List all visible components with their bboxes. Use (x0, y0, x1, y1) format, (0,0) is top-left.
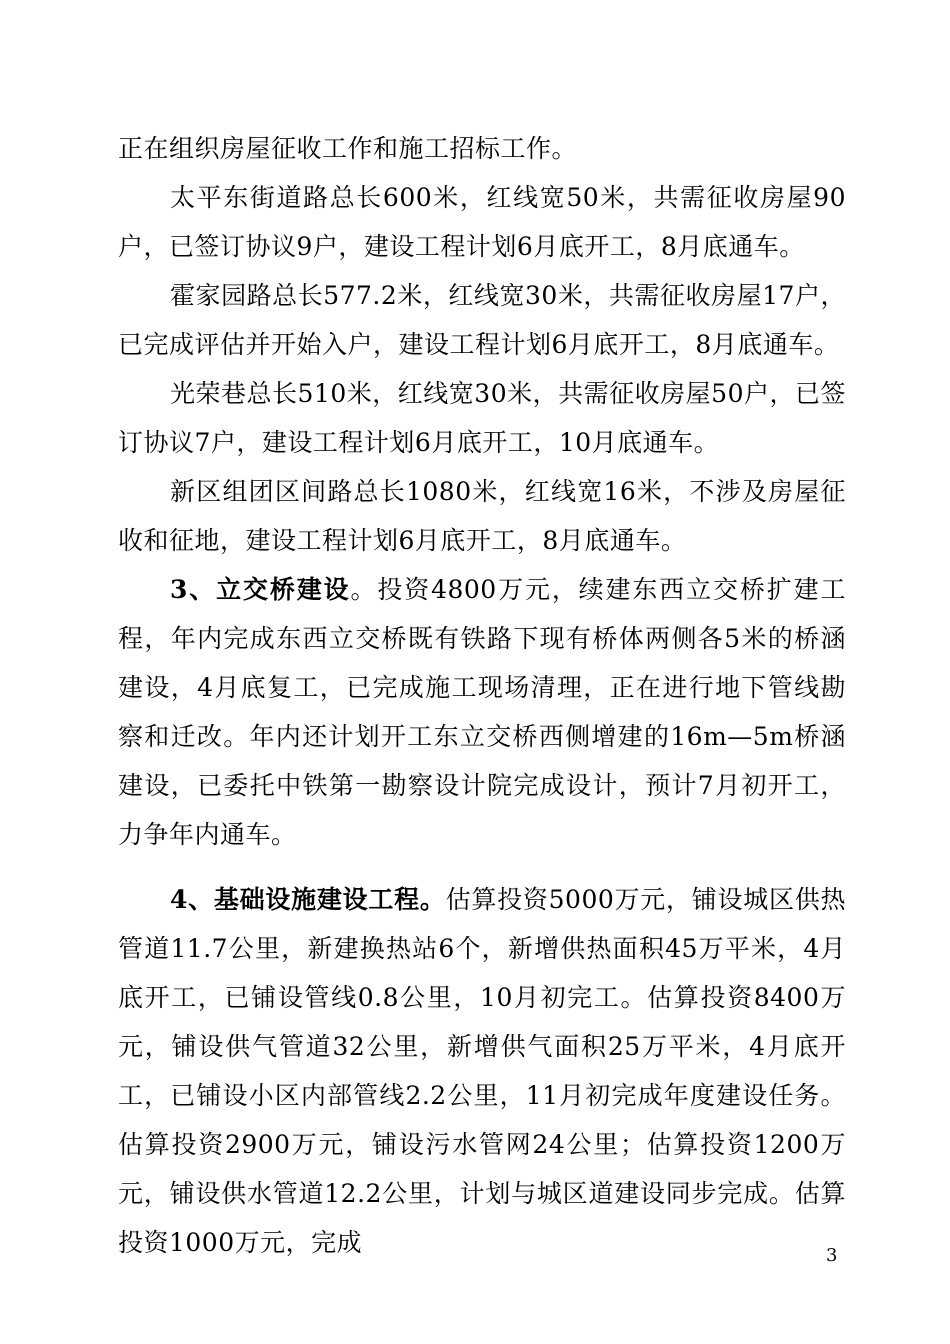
paragraph-new-district-road: 新区组团区间路总长1080米，红线宽16米，不涉及房屋征收和征地，建设工程计划6月底开工，8月底通车。 (118, 477, 846, 555)
section-heading-interchange: 3、立交桥建设 (170, 575, 351, 604)
section-text-interchange: 。投资4800万元，续建东西立交桥扩建工程，年内完成东西立交桥既有铁路下现有桥体两侧各5米的桥涵建设，4月底复工，已完成施工现场清理，正在进行地下管线勘察和迁改。年内还计划开工东立交桥西侧增建的16m—5m桥涵建设，已委托中铁第一勘察设计院完成设计，预计7月初开工，力争年内通车。 (118, 575, 847, 849)
paragraph-guangrong-lane: 光荣巷总长510米，红线宽30米，共需征收房屋50户，已签订协议7户，建设工程计划6月底开工，10月底通车。 (118, 379, 846, 457)
page-number: 3 (826, 1245, 838, 1266)
document-body (118, 124, 846, 1267)
section-heading-infrastructure: 4、基础设施建设工程。 (170, 885, 446, 914)
section-text-infrastructure: 估算投资5000万元，铺设城区供热管道11.7公里，新建换热站6个，新增供热面积45万平米，4月底开工，已铺设管线0.8公里，10月初完工。估算投资8400万元，铺设供气管道32公里，新增供气面积25万平米，4月底开工，已铺设小区内部管线2.2公里，11月初完成年度建设任务。估算投资2900万元，铺设污水管网24公里；估算投资1200万元，铺设供水管道12.2公里，计划与城区道建设同步完成。估算投资1000万元，完成 (118, 885, 846, 1257)
paragraph-huojiayuan-road: 霍家园路总长577.2米，红线宽30米，共需征收房屋17户，已完成评估并开始入户，建设工程计划6月底开工，8月底通车。 (118, 281, 846, 359)
paragraph-interchange-construction (118, 565, 846, 859)
paragraph-continued: 正在组织房屋征收工作和施工招标工作。 (118, 134, 578, 163)
paragraph-taiping-east-street: 太平东街道路总长600米，红线宽50米，共需征收房屋90户，已签订协议9户，建设工程计划6月底开工，8月底通车。 (118, 183, 846, 261)
paragraph-infrastructure (118, 875, 846, 1267)
